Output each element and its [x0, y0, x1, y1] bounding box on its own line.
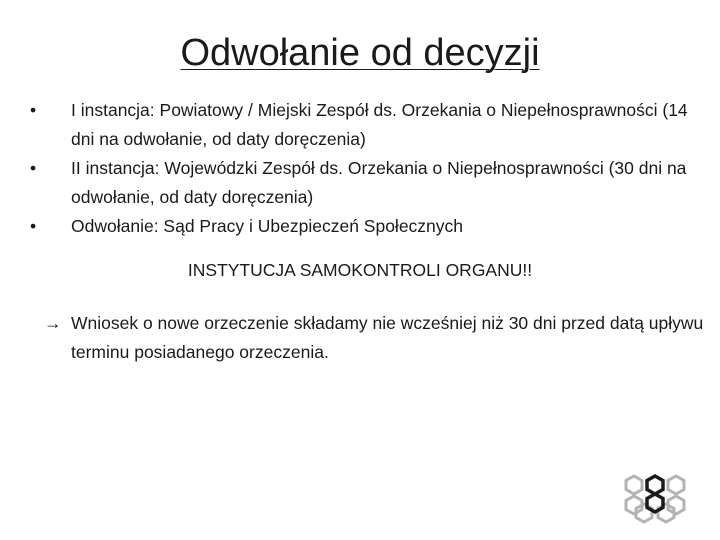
bullet-list: [30, 96, 700, 241]
bullet-marker: •: [30, 216, 37, 236]
bullet-marker: •: [30, 158, 37, 178]
bullet-marker: •: [30, 100, 37, 120]
emphasis-text: INSTYTUCJA SAMOKONTROLI ORGANU!!: [187, 260, 533, 280]
slide-title: Odwołanie od decyzji: [180, 32, 540, 74]
bullet-text: Odwołanie: Sąd Pracy i Ubezpieczeń Społecznych: [71, 216, 464, 236]
bullet-item: [30, 212, 700, 241]
bullet-text: II instancja: Wojewódzki Zespół ds. Orzekania o Niepełnosprawności (30 dni na odwołanie, od daty doręczenia): [71, 158, 687, 207]
hexagon-logo-icon: [620, 474, 690, 526]
note-paragraph: [44, 309, 704, 367]
bullet-item: [30, 96, 700, 154]
bullet-text: I instancja: Powiatowy / Miejski Zespół ds. Orzekania o Niepełnosprawności (14 dni na odwołanie, od daty doręczenia): [71, 100, 688, 149]
arrow-icon: →: [44, 313, 62, 333]
note-text: Wniosek o nowe orzeczenie składamy nie wcześniej niż 30 dni przed datą upływu terminu posiadanego orzeczenia.: [71, 313, 704, 362]
bullet-item: [30, 154, 700, 212]
